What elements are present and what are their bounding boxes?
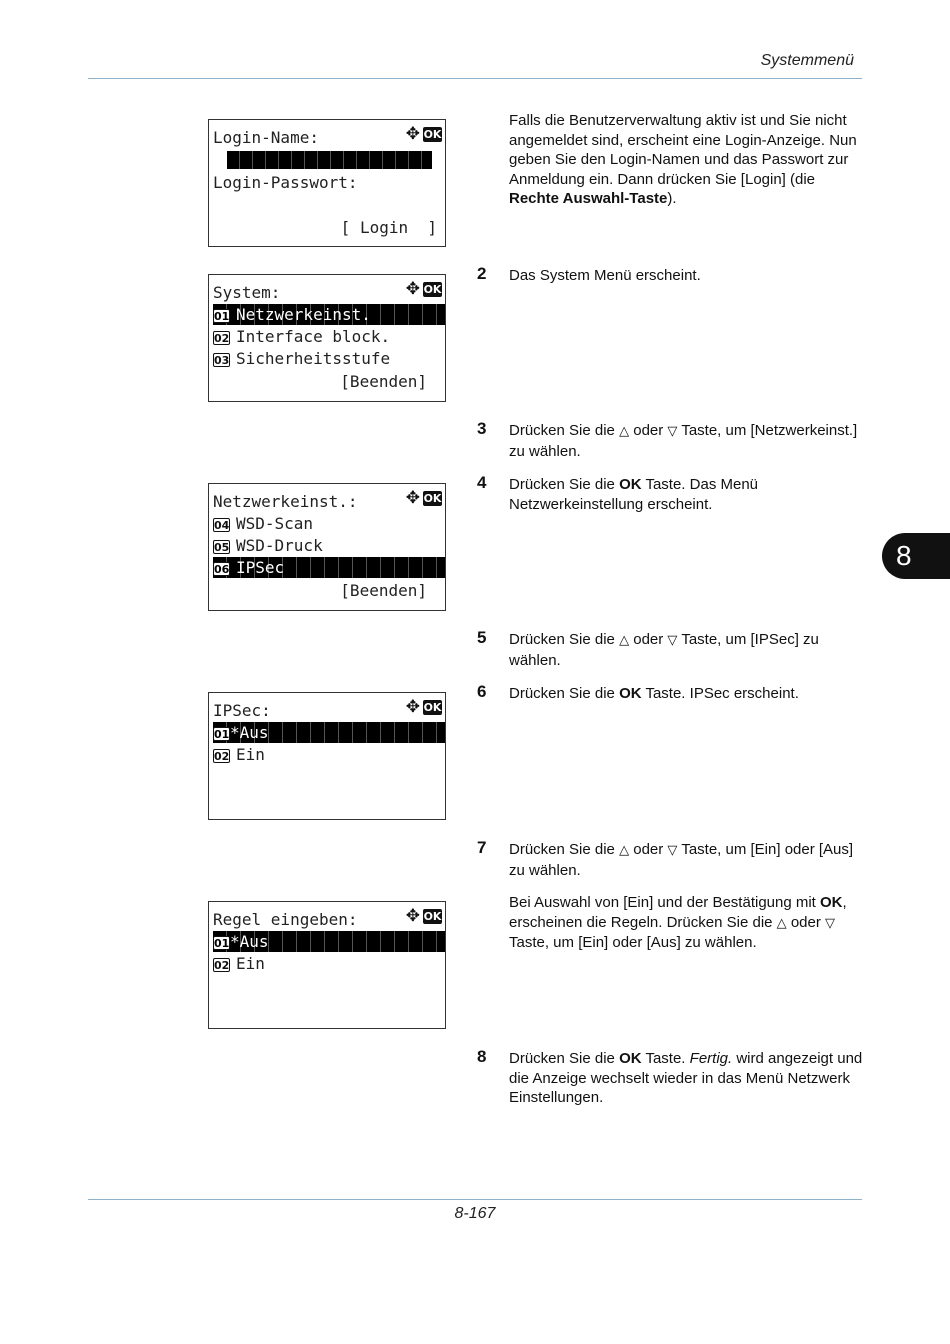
ok-key-label: OK (619, 685, 642, 702)
step-text-part: Drücken Sie die (509, 841, 620, 858)
ipsec-panel (208, 692, 446, 820)
menu-item-selected (213, 557, 445, 578)
step-text-part: Drücken Sie die (509, 685, 620, 702)
step-text (509, 684, 864, 704)
panel-title: Netzwerkeinst.: (213, 492, 358, 511)
login-name-field (227, 151, 432, 169)
step-text-part: Taste. Das Menü Netzwerkeinstellung erscheint. (509, 476, 759, 513)
exit-softkey: [Beenden] (340, 581, 427, 600)
page-number: 8-167 (454, 1205, 496, 1222)
down-arrow-icon: ▽ (667, 843, 678, 858)
four-way-arrow-icon: ✥ (405, 906, 420, 926)
step-number: 6 (477, 682, 487, 701)
step-text-part: Taste, um [Netzwerkeinst.] zu wählen. (509, 422, 858, 460)
note-text-part: , erscheinen die Regeln. Drücken Sie die (509, 894, 847, 931)
item-number: 01 (214, 727, 230, 741)
step-text-part: wird angezeigt und die Anzeige wechselt wieder in das Menü Netzwerk Einstellungen. (509, 1050, 863, 1106)
step-text (509, 421, 864, 461)
step-text-part: Drücken Sie die (509, 476, 620, 493)
login-panel (208, 119, 446, 247)
item-number: 01 (214, 309, 230, 323)
step-number: 8 (477, 1047, 487, 1066)
down-arrow-icon: ▽ (667, 424, 678, 439)
system-panel (208, 274, 446, 402)
down-arrow-icon: ▽ (825, 915, 836, 931)
step-text-part: Taste, um [Ein] oder [Aus] zu wählen. (509, 841, 854, 879)
ok-icon: OK (423, 701, 442, 714)
four-way-arrow-icon: ✥ (405, 279, 420, 299)
ok-icon: OK (423, 283, 442, 296)
item-number: 04 (214, 518, 230, 532)
item-label: Sicherheitsstufe (236, 349, 391, 368)
menu-item (213, 744, 445, 765)
running-header: Systemmenü (760, 52, 854, 69)
up-arrow-icon: △ (619, 633, 630, 648)
panel-icons (406, 699, 442, 716)
note-text-part: Bei Auswahl von [Ein] und der Bestätigung mit (509, 894, 821, 911)
step-number: 5 (477, 628, 487, 647)
item-label: WSD-Druck (236, 536, 323, 555)
item-label: *Aus (230, 932, 269, 951)
panel-icons (406, 490, 442, 507)
step-text-part: oder (629, 422, 668, 439)
item-number: 01 (214, 936, 230, 950)
rule-panel (208, 901, 446, 1029)
menu-item-selected (213, 304, 445, 325)
finished-message: Fertig. (689, 1050, 733, 1067)
intro-text-end: ). (667, 190, 677, 207)
item-number: 02 (214, 331, 230, 345)
ok-key-label: OK (820, 894, 843, 911)
menu-item (213, 326, 445, 347)
up-arrow-icon: △ (619, 843, 630, 858)
up-arrow-icon: △ (776, 915, 787, 931)
item-label: *Aus (230, 723, 269, 742)
step-text: Das System Menü erscheint. (509, 267, 701, 284)
chapter-tab: 8 (882, 533, 950, 579)
menu-item (213, 513, 445, 534)
footer-rule (88, 1199, 862, 1200)
ok-icon: OK (423, 492, 442, 505)
intro-paragraph (509, 111, 864, 209)
step-number: 2 (477, 264, 487, 283)
step-note (509, 893, 864, 953)
item-number: 05 (214, 540, 230, 554)
item-number: 02 (214, 958, 230, 972)
panel-title: System: (213, 283, 281, 302)
note-text-part: oder (786, 913, 826, 931)
ok-key-label: OK (619, 476, 642, 493)
menu-item-selected (213, 931, 445, 952)
login-name-label: Login-Name: (213, 128, 319, 147)
four-way-arrow-icon: ✥ (405, 124, 420, 144)
menu-item (213, 348, 445, 369)
step-number: 4 (477, 473, 487, 492)
step-text-part: oder (629, 841, 668, 858)
step-text (509, 475, 864, 514)
four-way-arrow-icon: ✥ (405, 488, 420, 508)
step-text-part: Drücken Sie die (509, 631, 620, 648)
step-text-part: Taste, um [IPSec] zu wählen. (509, 631, 819, 669)
step-text-part: Drücken Sie die (509, 422, 620, 439)
exit-softkey: [Beenden] (340, 372, 427, 391)
panel-title: Regel eingeben: (213, 910, 358, 929)
intro-bold: Rechte Auswahl-Taste (509, 190, 668, 207)
panel-title: IPSec: (213, 701, 271, 720)
ok-icon: OK (423, 128, 442, 141)
item-number: 02 (214, 749, 230, 763)
intro-text: Falls die Benutzerverwaltung aktiv ist und Sie nicht angemeldet sind, erscheint eine Login-Anzeige. Nun geben Sie den Login-Namen und das Passwort zur Anmeldung ein. Dann drücken Sie [Login] (die (509, 112, 857, 188)
menu-item (213, 953, 445, 974)
item-label: Ein (236, 745, 265, 764)
step-text (509, 840, 864, 880)
item-number: 03 (214, 353, 230, 367)
item-label: Interface block. (236, 327, 391, 346)
login-password-label: Login-Passwort: (213, 173, 358, 192)
up-arrow-icon: △ (619, 424, 630, 439)
item-label: IPSec (236, 558, 285, 577)
down-arrow-icon: ▽ (667, 633, 678, 648)
network-panel (208, 483, 446, 611)
menu-item (213, 535, 445, 556)
ok-key-label: OK (619, 1050, 642, 1067)
ok-icon: OK (423, 910, 442, 923)
header-rule (88, 78, 862, 79)
step-number: 7 (477, 838, 487, 857)
step-text-part: oder (629, 631, 668, 648)
step-text-part: Drücken Sie die (509, 1050, 620, 1067)
item-label: Ein (236, 954, 265, 973)
item-label: Netzwerkeinst. (236, 305, 371, 324)
login-softkey: [ Login ] (340, 218, 437, 237)
panel-icons (406, 126, 442, 143)
four-way-arrow-icon: ✥ (405, 697, 420, 717)
item-number: 06 (214, 562, 230, 576)
panel-icons (406, 281, 442, 298)
menu-item-selected (213, 722, 445, 743)
step-text (509, 630, 864, 670)
step-text-part: Taste. IPSec erscheint. (641, 685, 799, 702)
item-label: WSD-Scan (236, 514, 314, 533)
note-text-part: Taste, um [Ein] oder [Aus] zu wählen. (509, 934, 757, 951)
step-text-part: Taste. (641, 1050, 690, 1067)
step-number: 3 (477, 419, 487, 438)
panel-icons (406, 908, 442, 925)
step-text (509, 1049, 864, 1108)
